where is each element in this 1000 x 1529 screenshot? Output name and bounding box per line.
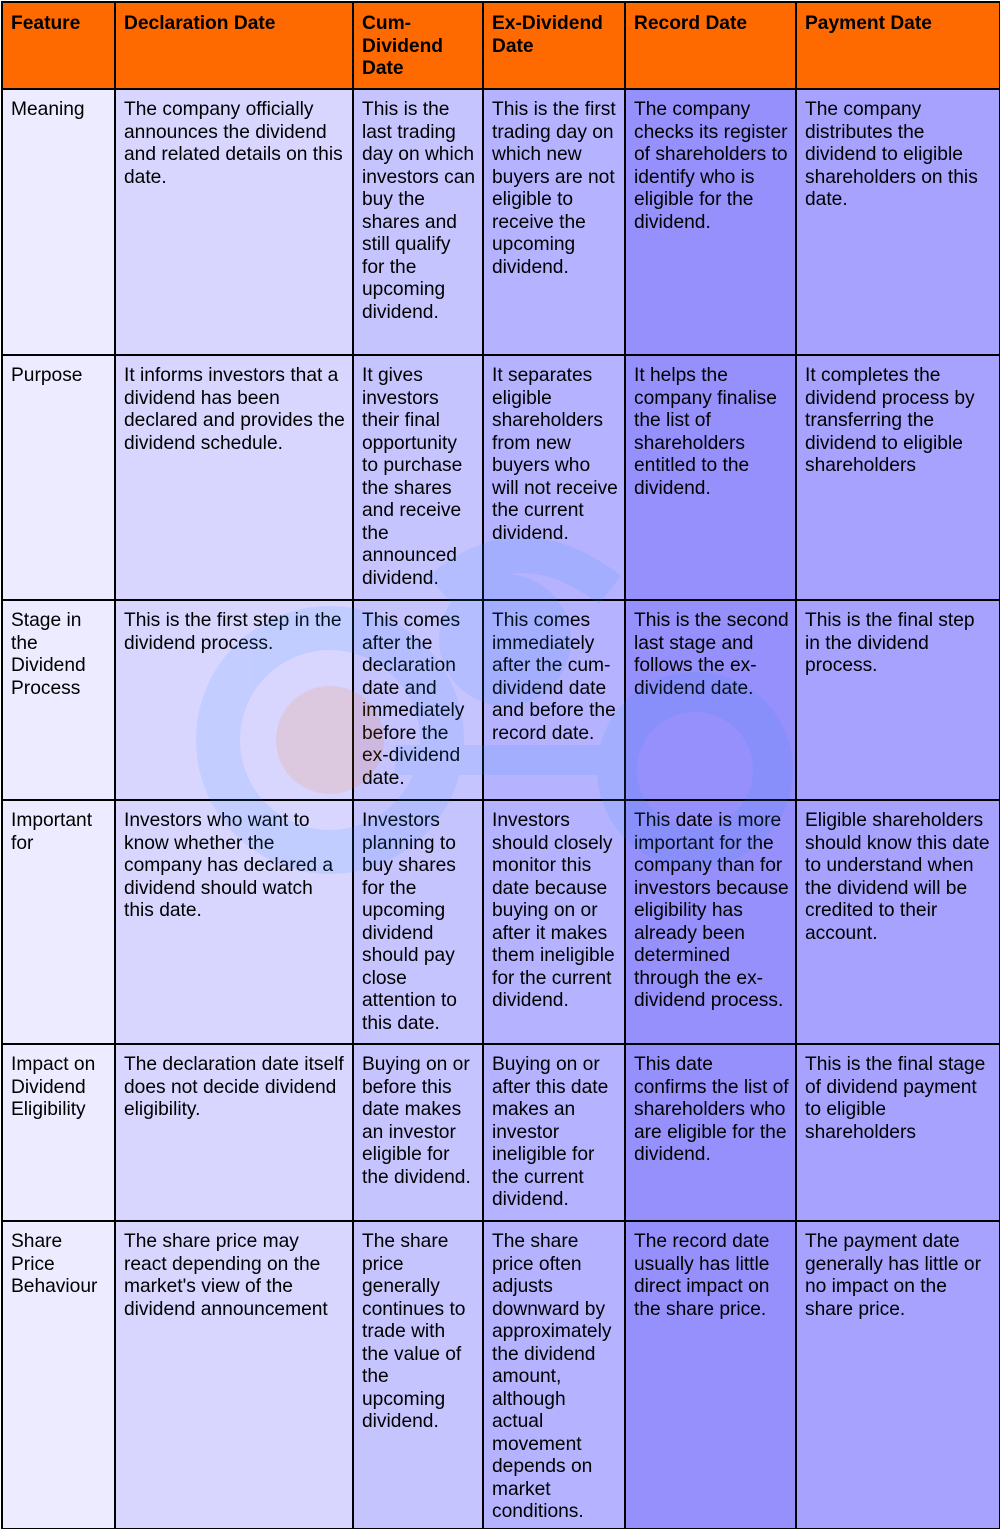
declaration-cell: It informs investors that a dividend has been declared and provides the dividend schedule. — [115, 355, 353, 600]
ex-dividend-cell: The share price often adjusts downward by approximately the dividend amount, although actual movement depends on market conditions. — [483, 1221, 625, 1529]
header-declaration-date: Declaration Date — [115, 2, 353, 89]
payment-cell: Eligible shareholders should know this date to understand when the dividend will be credited to their account. — [796, 800, 1000, 1044]
declaration-cell: The declaration date itself does not decide dividend eligibility. — [115, 1044, 353, 1221]
declaration-cell: This is the first step in the dividend process. — [115, 600, 353, 800]
record-cell: This date confirms the list of shareholders who are eligible for the dividend. — [625, 1044, 796, 1221]
header-payment-date: Payment Date — [796, 2, 1000, 89]
declaration-cell: The company officially announces the dividend and related details on this date. — [115, 89, 353, 355]
table-row — [2, 800, 1000, 1044]
declaration-cell: The share price may react depending on the market's view of the dividend announcement — [115, 1221, 353, 1529]
declaration-cell: Investors who want to know whether the company has declared a dividend should watch this date. — [115, 800, 353, 1044]
record-cell: It helps the company finalise the list of shareholders entitled to the dividend. — [625, 355, 796, 600]
payment-cell: The company distributes the dividend to eligible shareholders on this date. — [796, 89, 1000, 355]
header-record-date: Record Date — [625, 2, 796, 89]
feature-cell: Impact on Dividend Eligibility — [2, 1044, 115, 1221]
payment-cell: It completes the dividend process by transferring the dividend to eligible shareholders — [796, 355, 1000, 600]
record-cell: This date is more important for the company than for investors because eligibility has already been determined through the ex-dividend process. — [625, 800, 796, 1044]
ex-dividend-cell: It separates eligible shareholders from new buyers who will not receive the current dividend. — [483, 355, 625, 600]
table-row — [2, 1044, 1000, 1221]
table-row — [2, 600, 1000, 800]
table-row — [2, 1221, 1000, 1529]
cum-dividend-cell: The share price generally continues to trade with the value of the upcoming dividend. — [353, 1221, 483, 1529]
cum-dividend-cell: Buying on or before this date makes an investor eligible for the dividend. — [353, 1044, 483, 1221]
header-feature: Feature — [2, 2, 115, 89]
table-row — [2, 355, 1000, 600]
payment-cell: The payment date generally has little or no impact on the share price. — [796, 1221, 1000, 1529]
record-cell: This is the second last stage and follows the ex-dividend date. — [625, 600, 796, 800]
feature-cell: Purpose — [2, 355, 115, 600]
cum-dividend-cell: This comes after the declaration date and immediately before the ex-dividend date. — [353, 600, 483, 800]
ex-dividend-cell: Buying on or after this date makes an investor ineligible for the current dividend. — [483, 1044, 625, 1221]
payment-cell: This is the final step in the dividend process. — [796, 600, 1000, 800]
ex-dividend-cell: This comes immediately after the cum-dividend date and before the record date. — [483, 600, 625, 800]
header-ex-dividend-date: Ex-Dividend Date — [483, 2, 625, 89]
cum-dividend-cell: It gives investors their final opportunity to purchase the shares and receive the announced dividend. — [353, 355, 483, 600]
record-cell: The record date usually has little direct impact on the share price. — [625, 1221, 796, 1529]
feature-cell: Share Price Behaviour — [2, 1221, 115, 1529]
ex-dividend-cell: This is the first trading day on which new buyers are not eligible to receive the upcoming dividend. — [483, 89, 625, 355]
table-header-row — [2, 2, 1000, 89]
record-cell: The company checks its register of shareholders to identify who is eligible for the dividend. — [625, 89, 796, 355]
payment-cell: This is the final stage of dividend payment to eligible shareholders — [796, 1044, 1000, 1221]
header-cum-dividend-date: Cum- Dividend Date — [353, 2, 483, 89]
feature-cell: Stage in the Dividend Process — [2, 600, 115, 800]
table-row — [2, 89, 1000, 355]
cum-dividend-cell: This is the last trading day on which investors can buy the shares and still qualify for the upcoming dividend. — [353, 89, 483, 355]
dividend-dates-table — [1, 1, 1000, 1529]
ex-dividend-cell: Investors should closely monitor this date because buying on or after it makes them ineligible for the current dividend. — [483, 800, 625, 1044]
cum-dividend-cell: Investors planning to buy shares for the upcoming dividend should pay close attention to this date. — [353, 800, 483, 1044]
feature-cell: Meaning — [2, 89, 115, 355]
feature-cell: Important for — [2, 800, 115, 1044]
